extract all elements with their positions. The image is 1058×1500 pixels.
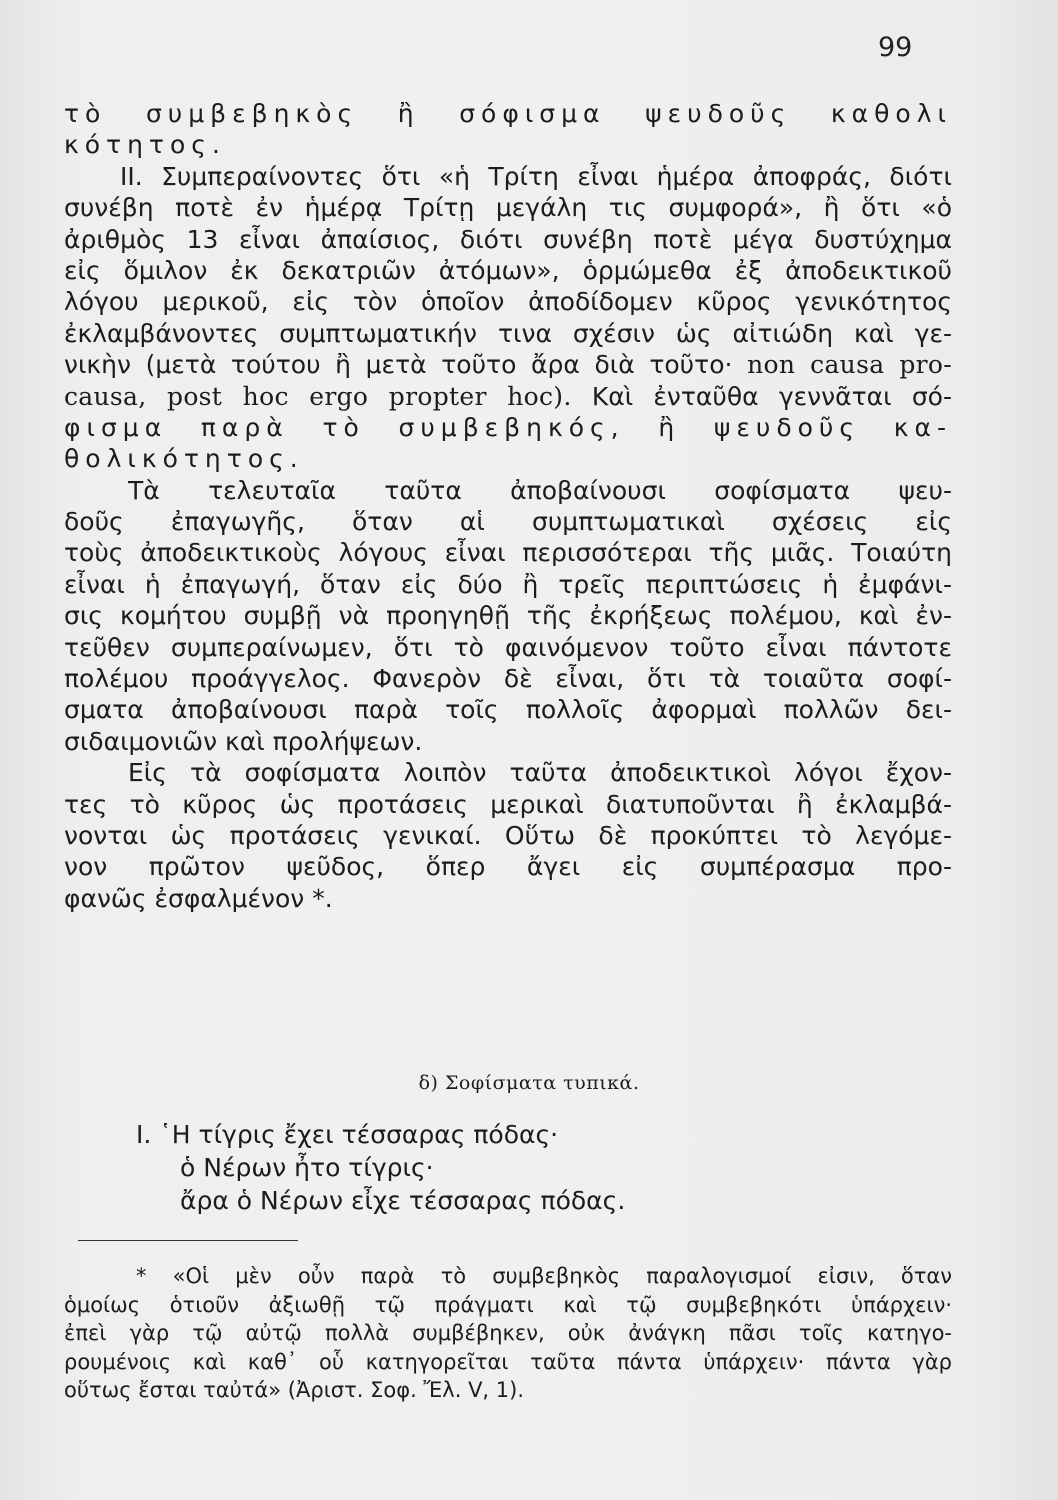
- text-line: ἀριθμὸς 13 εἶναι ἀπαίσιος, διότι συνέβη ποτὲ μέγα δυστύχημα: [64, 224, 952, 254]
- main-text: [64, 98, 952, 914]
- text-line: φανῶς ἐσφαλμένον *.: [64, 883, 333, 913]
- text-line: Συμπεραίνοντες ὅτι «ἡ Τρίτη εἶναι ἡμέρα ἀποφράς, διότι: [161, 161, 952, 191]
- text-line: συνέβη ποτὲ ἐν ἡμέρᾳ Τρίτῃ μεγάλη τις συμφορά», ἢ ὅτι «ὁ: [64, 193, 952, 223]
- text-line: Εἰς τὰ σοφίσματα λοιπὸν ταῦτα ἀποδεικτικοὶ λόγοι ἔχον-: [128, 758, 952, 788]
- text-line: νονται ὡς προτάσεις γενικαί. Οὕτω δὲ προκύπτει τὸ λεγόμε-: [64, 820, 952, 850]
- premise-minor: ὁ Νέρων ἦτο τίγρις·: [180, 1153, 434, 1182]
- text-line: σις κομήτου συμβῇ νὰ προηγηθῇ τῆς ἐκρήξεως πολέμου, καὶ ἐν-: [64, 601, 952, 631]
- footnote-divider: [78, 1240, 298, 1241]
- text-segment: νικὴν (μετὰ τούτου ἢ μετὰ τοῦτο ἄρα διὰ τοῦτο·: [64, 350, 733, 380]
- text-line: τοὺς ἀποδεικτικοὺς λόγους εἶναι περισσότεραι τῆς μιᾶς. Τοιαύτη: [64, 538, 952, 568]
- footnote-line: οὕτως ἔσται ταὐτά» (Ἀριστ. Σοφ. Ἔλ. V, 1).: [64, 1378, 525, 1403]
- text-line: σιδαιμονιῶν καὶ προλήψεων.: [64, 726, 423, 756]
- conclusion: ἄρα ὁ Νέρων εἶχε τέσσαρας πόδας.: [180, 1186, 626, 1215]
- text-line: εἶναι ἡ ἐπαγωγή, ὅταν εἰς δύο ἢ τρεῖς περιπτώσεις ἡ ἐμφάνι-: [64, 569, 952, 599]
- text-line: τεῦθεν συμπεραίνωμεν, ὅτι τὸ φαινόμενον τοῦτο εἶναι πάντοτε: [64, 632, 952, 662]
- footnote-line: * «Οἱ μὲν οὖν παρὰ τὸ συμβεβηκὸς παραλογισμοί εἰσιν, ὅταν: [136, 1264, 952, 1288]
- text-line: πολέμου προάγγελος. Φανερὸν δὲ εἶναι, ὅτι τὰ τοιαῦτα σοφί-: [64, 664, 952, 694]
- text-line: φισμα παρὰ τὸ συμβεβηκός, ἢ ψευδοῦς κα-: [64, 412, 952, 442]
- text-line: [64, 349, 952, 380]
- text-line: τες τὸ κῦρος ὡς προτάσεις μερικαὶ διατυποῦνται ἢ ἐκλαμβά-: [64, 789, 952, 819]
- section-heading: δ) Σοφίσματα τυπικά.: [418, 1072, 640, 1094]
- paragraph-first-line: [64, 161, 952, 192]
- example-label: I.: [136, 1120, 152, 1149]
- footnote: [64, 1262, 952, 1405]
- text-line: [64, 381, 952, 412]
- page-number: 99: [878, 32, 913, 63]
- paragraph-number: II.: [120, 161, 143, 191]
- text-line: νον πρῶτον ψεῦδος, ὅπερ ἄγει εἰς συμπέρασμα προ-: [64, 852, 952, 882]
- latin-phrase: causa, post hoc ergo propter hoc).: [64, 381, 572, 411]
- example-first-line: [136, 1118, 625, 1151]
- text-line: ἐκλαμβάνοντες συμπτωματικήν τινα σχέσιν ὡς αἰτιώδη καὶ γε-: [64, 318, 952, 348]
- text-line: εἰς ὅμιλον ἐκ δεκατριῶν ἀτόμων», ὁρμώμεθα ἐξ ἀποδεικτικοῦ: [64, 255, 952, 285]
- text-line: λόγου μερικοῦ, εἰς τὸν ὁποῖον ἀποδίδομεν κῦρος γενικότητος: [64, 287, 952, 317]
- latin-phrase: non causa pro-: [747, 350, 952, 380]
- text-line: δοῦς ἐπαγωγῆς, ὅταν αἱ συμπτωματικαὶ σχέσεις εἰς: [64, 507, 952, 537]
- syllogism-example: [136, 1118, 625, 1217]
- text-line: κότητος.: [64, 130, 226, 160]
- footnote-line: ὁμοίως ὁτιοῦν ἀξιωθῇ τῷ πράγματι καὶ τῷ συμβεβηκότι ὑπάρχειν·: [64, 1292, 952, 1317]
- text-line: σματα ἀποβαίνουσι παρὰ τοῖς πολλοῖς ἀφορμαὶ πολλῶν δει-: [64, 695, 952, 725]
- text-line: Τὰ τελευταῖα ταῦτα ἀποβαίνουσι σοφίσματα ψευ-: [128, 475, 952, 505]
- text-line: τὸ συμβεβηκὸς ἢ σόφισμα ψευδοῦς καθολι: [64, 99, 952, 128]
- text-segment: Καὶ ἐνταῦθα γεννᾶται σό-: [591, 381, 952, 411]
- text-line: θολικότητος.: [64, 444, 304, 474]
- footnote-line: ἐπεὶ γὰρ τῷ αὐτῷ πολλὰ συμβέβηκεν, οὐκ ἀνάγκη πᾶσι τοῖς κατηγο-: [64, 1321, 952, 1346]
- premise-major: ῾Η τίγρις ἔχει τέσσαρας πόδας·: [159, 1120, 559, 1149]
- footnote-line: ρουμένοις καὶ καθ᾽ οὗ κατηγορεῖται ταῦτα πάντα ὑπάρχειν· πάντα γὰρ: [64, 1349, 952, 1374]
